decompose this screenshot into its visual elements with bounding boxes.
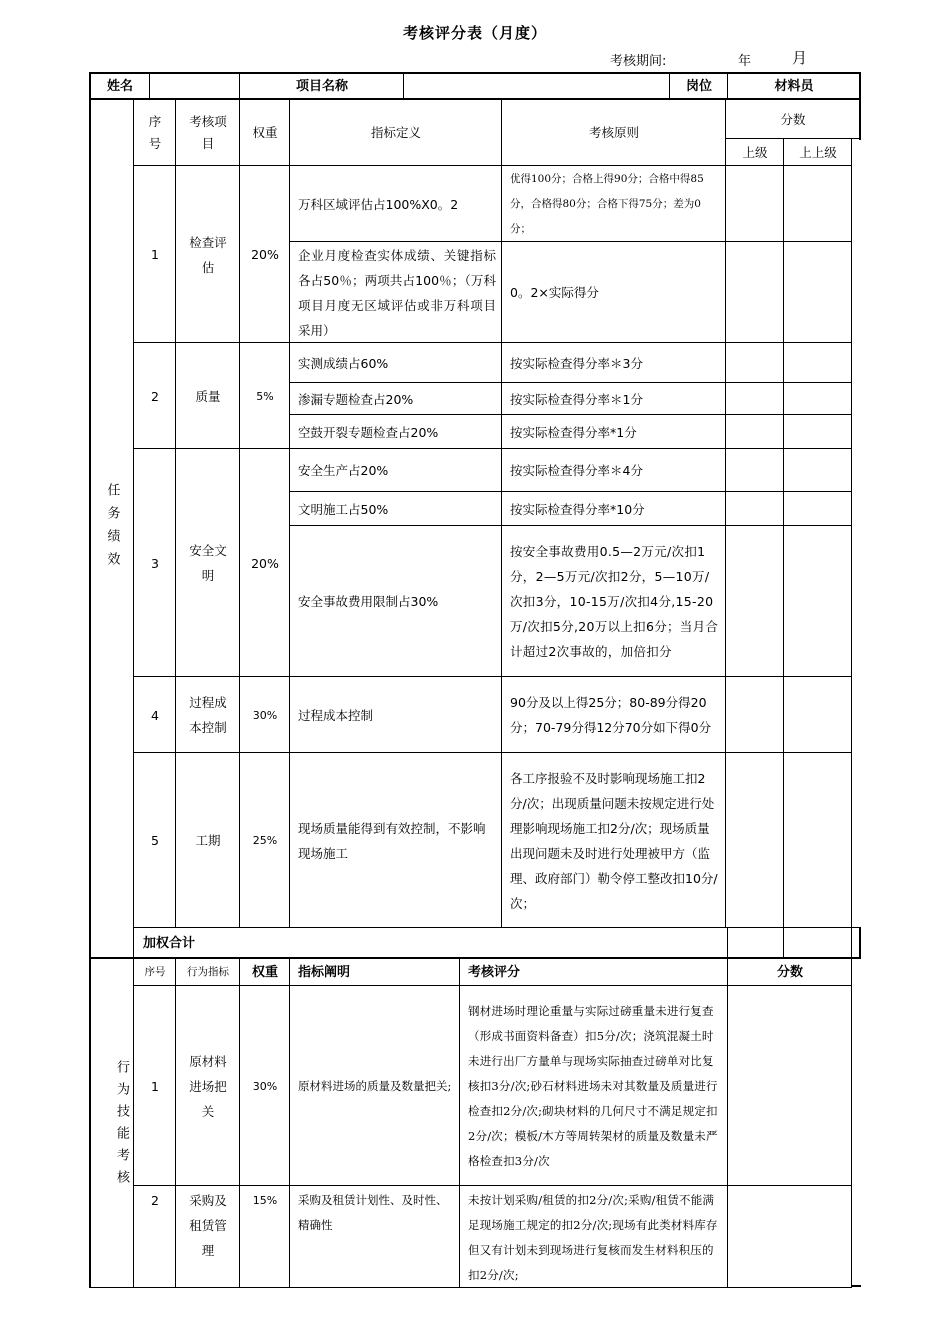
frame-right-total [859, 928, 861, 959]
weighted-total-superior[interactable] [728, 928, 784, 958]
vline-total-1 [727, 928, 728, 958]
hline-row2 [134, 448, 852, 449]
task-row-3c-principle: 按安全事故费用0.5—2万元/次扣1分，2—5万元/次扣2分，5—10万/次扣3分，10-15万/次扣4分,15-20万/次扣5分,20万以上扣6分；当月合计超过2次事故的，加倍扣分 [510, 544, 719, 659]
project-label: 项目名称 [295, 78, 348, 94]
period-label: 考核期间: [610, 54, 667, 69]
task-row-4-principle: 90分及以上得25分；80-89分得20分；70-79分得12分70分如下得0分 [510, 695, 712, 735]
vline-info-5 [727, 73, 728, 99]
hline-task-header [134, 165, 852, 166]
behavior-header-item: 行为指标 [187, 965, 229, 978]
frame-right [851, 139, 852, 1288]
task-row-2-seq: 2 [151, 388, 159, 404]
vline-b-item [239, 958, 240, 1288]
weighted-total-superior2[interactable] [784, 928, 860, 958]
task-header-score: 分数 [780, 111, 806, 127]
project-value[interactable] [404, 73, 670, 99]
post-label: 岗位 [685, 78, 712, 94]
vline-info-3 [403, 73, 404, 99]
task-row-1a-def: 万科区域评估占100%X0。2 [298, 196, 459, 212]
task-row-3-weight: 20% [251, 555, 279, 571]
vline-total-2 [783, 928, 784, 958]
year-label: 年 [738, 54, 752, 69]
task-section-label: 任务绩效 [104, 482, 120, 575]
behavior-row-1-weight: 30% [252, 1079, 278, 1093]
behavior-row-2-rating: 未按计划采购/租赁的扣2分/次;采购/租赁不能满足现场施工规定的扣2分/次;现场有此类材料库存但又有计划未到现场进行复核而发生材料积压的扣2分/次; [468, 1193, 718, 1282]
vline-b-rating [727, 958, 728, 1288]
task-row-3b-def: 文明施工占50% [298, 501, 389, 517]
behavior-row-2-score[interactable] [728, 1186, 852, 1288]
hline-behavior-header [134, 985, 852, 986]
behavior-section-label: 行为技能考核 [114, 1060, 129, 1192]
task-row-3b-principle: 按实际检查得分率*10分 [510, 501, 645, 517]
task-row-4-item: 过程成本控制 [189, 695, 227, 735]
hline-row1 [134, 342, 852, 343]
task-row-4-weight: 30% [252, 708, 278, 722]
task-row-2c-def: 空鼓开裂专题检查占20% [298, 424, 439, 440]
task-row-2-weight: 5% [256, 389, 274, 403]
task-row-1-seq: 1 [151, 247, 159, 262]
behavior-row-2-seq: 2 [151, 1193, 159, 1208]
hline-info [89, 98, 861, 100]
hline-row4 [134, 752, 852, 753]
hline-row3 [134, 676, 852, 677]
task-row-5-seq: 5 [151, 833, 159, 848]
task-row-1b-def: 企业月度检查实体成绩、关键指标各占50％；两项共占100％；（万科项目月度无区域评估或非万科项目采用） [298, 247, 496, 338]
vline-info-1 [149, 73, 150, 99]
hline-3a [290, 491, 852, 492]
hline-score-split [726, 138, 860, 139]
vline-def [501, 99, 502, 928]
task-header-item: 考核项目 [189, 113, 227, 151]
task-row-4-def: 过程成本控制 [298, 707, 374, 723]
post-value[interactable]: 材料员 [774, 78, 814, 94]
vline-seq [175, 99, 176, 928]
behavior-header-rating: 考核评分 [468, 964, 521, 980]
task-header-principle: 考核原则 [588, 125, 639, 140]
vline-b-seq [175, 958, 176, 1288]
task-row-1-item: 检查评估 [189, 234, 227, 275]
vline-principle [725, 99, 726, 928]
behavior-row-1-desc: 原材料进场的质量及数量把关; [298, 1078, 452, 1093]
task-row-1b-principle: 0。2×实际得分 [510, 285, 599, 300]
task-header-superior: 上级 [742, 145, 768, 160]
frame-left [89, 72, 91, 1288]
name-value[interactable] [150, 73, 240, 99]
hline-total [89, 957, 861, 959]
task-row-2b-def: 渗漏专题检查占20% [298, 391, 414, 407]
task-row-3-item: 安全文明 [189, 543, 227, 583]
task-row-3-seq: 3 [151, 555, 159, 571]
task-row-1a-principle: 优得100分；合格上得90分；合格中得85分，合格得80分；合格下得75分；差为0分； [510, 172, 704, 235]
vline-item [239, 99, 240, 928]
task-row-3c-def: 安全事故费用限制占30% [298, 594, 439, 609]
task-header-seq: 序号 [148, 113, 162, 151]
task-row-5-item: 工期 [195, 833, 221, 848]
vline-section [133, 99, 134, 1288]
task-row-2a-def: 实测成绩占60% [298, 355, 389, 371]
hline-2a [290, 382, 852, 383]
behavior-header-weight: 权重 [251, 964, 278, 980]
hline-1a [290, 241, 852, 242]
behavior-row-1-rating: 钢材进场时理论重量与实际过磅重量未进行复查（形成书面资料备查）扣5分/次；浇筑混凝土时未进行出厂方量单与现场实际抽查过磅单对比复核扣3分/次;砂石材料进场未对其数量及质量进行检查扣2分/次;砌块材料的几何尺寸不满足规定扣2分/次；模板/木方等周转架材的质量及数量未严格检查扣3分/次 [468, 1003, 718, 1168]
task-row-3a-principle: 按实际检查得分率＊4分 [510, 463, 643, 478]
behavior-row-2-item: 采购及租赁管理 [189, 1193, 227, 1258]
vline-sup [783, 139, 784, 928]
task-row-2a-principle: 按实际检查得分率＊3分 [510, 355, 643, 371]
behavior-header-score: 分数 [776, 964, 803, 980]
behavior-row-1-item: 原材料进场把关 [189, 1053, 227, 1119]
frame-corner-mark [852, 1285, 861, 1287]
name-label: 姓名 [106, 78, 133, 94]
behavior-row-2-weight: 15% [252, 1194, 278, 1207]
vline-b-weight [289, 958, 290, 1288]
task-row-5-principle: 各工序报验不及时影响现场施工扣2分/次；出现质量问题未按规定进行处理影响现场施工扣2分/次；现场质量出现问题未及时进行处理被甲方（监理、政府部门）勒令停工整改扣10分/次； [510, 770, 718, 911]
task-row-2-item: 质量 [195, 388, 221, 404]
task-row-5-def: 现场质量能得到有效控制，不影响现场施工 [298, 820, 486, 861]
frame-right-top [859, 72, 861, 140]
page-title: 考核评分表（月度） [402, 24, 547, 42]
task-header-weight: 权重 [252, 125, 278, 140]
task-row-2c-principle: 按实际检查得分率*1分 [510, 424, 637, 440]
behavior-row-1-score[interactable] [728, 986, 852, 1186]
task-row-4-seq: 4 [151, 707, 159, 723]
task-row-5-weight: 25% [252, 834, 278, 847]
vline-info-2 [239, 73, 240, 99]
vline-info-4 [669, 73, 670, 99]
behavior-header-desc: 指标阐明 [298, 964, 351, 980]
task-row-1-weight: 20% [251, 247, 279, 262]
task-header-definition: 指标定义 [370, 125, 421, 140]
hline-3b [290, 525, 852, 526]
month-label: 月 [792, 49, 808, 67]
hline-row5 [134, 927, 861, 928]
frame-bottom [89, 1287, 852, 1288]
hline-2b [290, 414, 852, 415]
vline-weight [289, 99, 290, 928]
behavior-header-seq: 序号 [144, 965, 166, 978]
task-row-2b-principle: 按实际检查得分率＊1分 [510, 391, 643, 407]
task-row-3a-def: 安全生产占20% [298, 463, 389, 478]
vline-b-desc [459, 958, 460, 1288]
behavior-row-2-desc: 采购及租赁计划性、及时性、精确性 [298, 1193, 448, 1232]
task-header-superior2: 上上级 [799, 145, 837, 160]
weighted-total-label: 加权合计 [143, 935, 196, 951]
hline-behavior-row1 [134, 1185, 852, 1186]
frame-top [89, 72, 861, 74]
behavior-row-1-seq: 1 [151, 1078, 159, 1094]
